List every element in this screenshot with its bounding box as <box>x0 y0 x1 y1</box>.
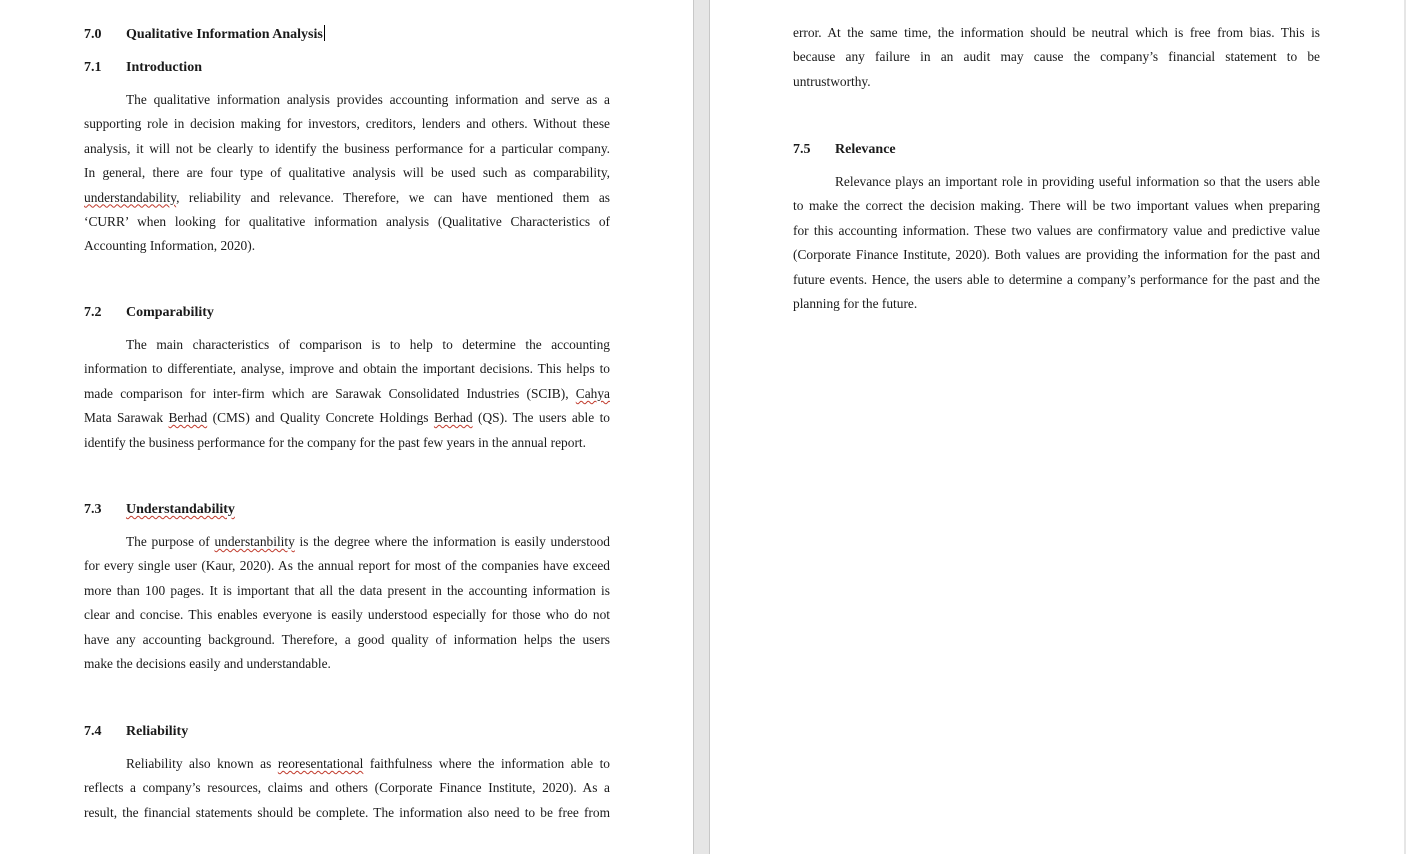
heading-7-5[interactable] <box>793 141 896 159</box>
text-line: (Corporate Finance Institute, 2020). Both values are providing the information for the past and <box>793 247 1320 263</box>
heading-7-1[interactable] <box>84 59 202 77</box>
heading-number: 7.3 <box>84 502 102 517</box>
text-line: untrustworthy. <box>793 73 871 89</box>
heading-number: 7.1 <box>84 60 102 75</box>
text-line: information to differentiate, analyse, improve and obtain the important decisions. This helps to <box>84 361 610 377</box>
document-page-right[interactable] <box>709 0 1404 854</box>
text-line: supporting role in decision making for investors, creditors, lenders and others. Without these <box>84 116 610 132</box>
text-line: have any accounting background. Therefore, a good quality of information helps the users <box>84 631 610 647</box>
text-line-spellcheck: Reliability also known as reoresentational faithfulness where the information able to <box>126 756 610 771</box>
paragraph-relevance[interactable] <box>793 170 1320 316</box>
text-line: ‘CURR’ when looking for qualitative information analysis (Qualitative Characteristics of <box>84 213 610 229</box>
text-line: result, the financial statements should be complete. The information also need to be free from <box>84 804 610 820</box>
text-line: The main characteristics of comparison is to help to determine the accounting <box>126 337 610 352</box>
text-line: planning for the future. <box>793 295 918 311</box>
heading-number: 7.4 <box>84 724 102 739</box>
heading-title: Relevance <box>835 142 896 157</box>
misspelled-word[interactable]: reoresentational <box>277 756 364 771</box>
heading-title: Introduction <box>126 60 202 75</box>
paragraph-understandability[interactable] <box>84 530 610 676</box>
text-line: The qualitative information analysis provides accounting information and serve as a <box>126 92 610 107</box>
text-line: In general, there are four type of qualitative analysis will be used such as comparability, <box>84 165 610 181</box>
misspelled-word[interactable]: understandability <box>84 189 177 205</box>
text-line: reflects a company’s resources, claims and others (Corporate Finance Institute, 2020). As a <box>84 780 610 796</box>
text-line: more than 100 pages. It is important that all the data present in the accounting information is <box>84 582 610 598</box>
misspelled-word[interactable]: Berhad <box>168 410 208 426</box>
text-line: to make the correct the decision making. There will be two important values when preparing <box>793 198 1320 214</box>
heading-number: 7.5 <box>793 142 811 157</box>
text-line-spellcheck: made comparison for inter-firm which are Sarawak Consolidated Industries (SCIB), Cahya <box>84 385 610 401</box>
heading-title: Qualitative Information Analysis <box>126 27 323 42</box>
text-line: make the decisions easily and understandable. <box>84 655 331 671</box>
text-line-spellcheck: understandability, reliability and relevance. Therefore, we can have mentioned them as <box>84 189 610 205</box>
heading-title: Comparability <box>126 305 214 320</box>
heading-7-0[interactable] <box>84 25 325 44</box>
text-line-spellcheck: The purpose of understanbility is the degree where the information is easily understood <box>126 534 610 549</box>
text-line: for every single user (Kaur, 2020). As the annual report for most of the companies have exceed <box>84 558 610 574</box>
text-line: Accounting Information, 2020). <box>84 238 256 254</box>
misspelled-word[interactable]: Berhad <box>433 410 473 426</box>
text-line: clear and concise. This enables everyone is easily understood especially for those who do not <box>84 607 610 623</box>
text-cursor <box>324 25 325 41</box>
heading-7-3[interactable] <box>84 501 235 519</box>
paragraph-comparability[interactable] <box>84 333 610 455</box>
paragraph-reliability[interactable] <box>84 752 610 825</box>
text-line: error. At the same time, the information should be neutral which is free from bias. This is <box>793 25 1320 40</box>
text-line: Relevance plays an important role in providing useful information so that the users able <box>835 174 1320 189</box>
text-line: for this accounting information. These two values are confirmatory value and predictive value <box>793 222 1320 238</box>
text-line: identify the business performance for the company for the past few years in the annual report. <box>84 434 586 450</box>
paragraph-introduction[interactable] <box>84 88 610 259</box>
heading-number: 7.2 <box>84 305 102 320</box>
text-line: analysis, it will not be clearly to identify the business performance for a particular company. <box>84 140 610 156</box>
heading-title: Understandability <box>126 502 235 517</box>
text-line-spellcheck: Mata Sarawak Berhad (CMS) and Quality Concrete Holdings Berhad (QS). The users able to <box>84 410 610 426</box>
heading-7-4[interactable] <box>84 723 188 741</box>
heading-number: 7.0 <box>84 27 102 42</box>
misspelled-word[interactable]: understanbility <box>214 534 295 549</box>
heading-7-2[interactable] <box>84 304 214 322</box>
text-line: because any failure in an audit may cause the company’s financial statement to be <box>793 49 1320 65</box>
paragraph-reliability-continued[interactable] <box>793 21 1320 94</box>
text-line: future events. Hence, the users able to determine a company’s performance for the past and the <box>793 271 1320 287</box>
heading-title: Reliability <box>126 724 189 739</box>
misspelled-word[interactable]: Cahya <box>575 385 610 401</box>
document-page-left[interactable] <box>0 0 694 854</box>
